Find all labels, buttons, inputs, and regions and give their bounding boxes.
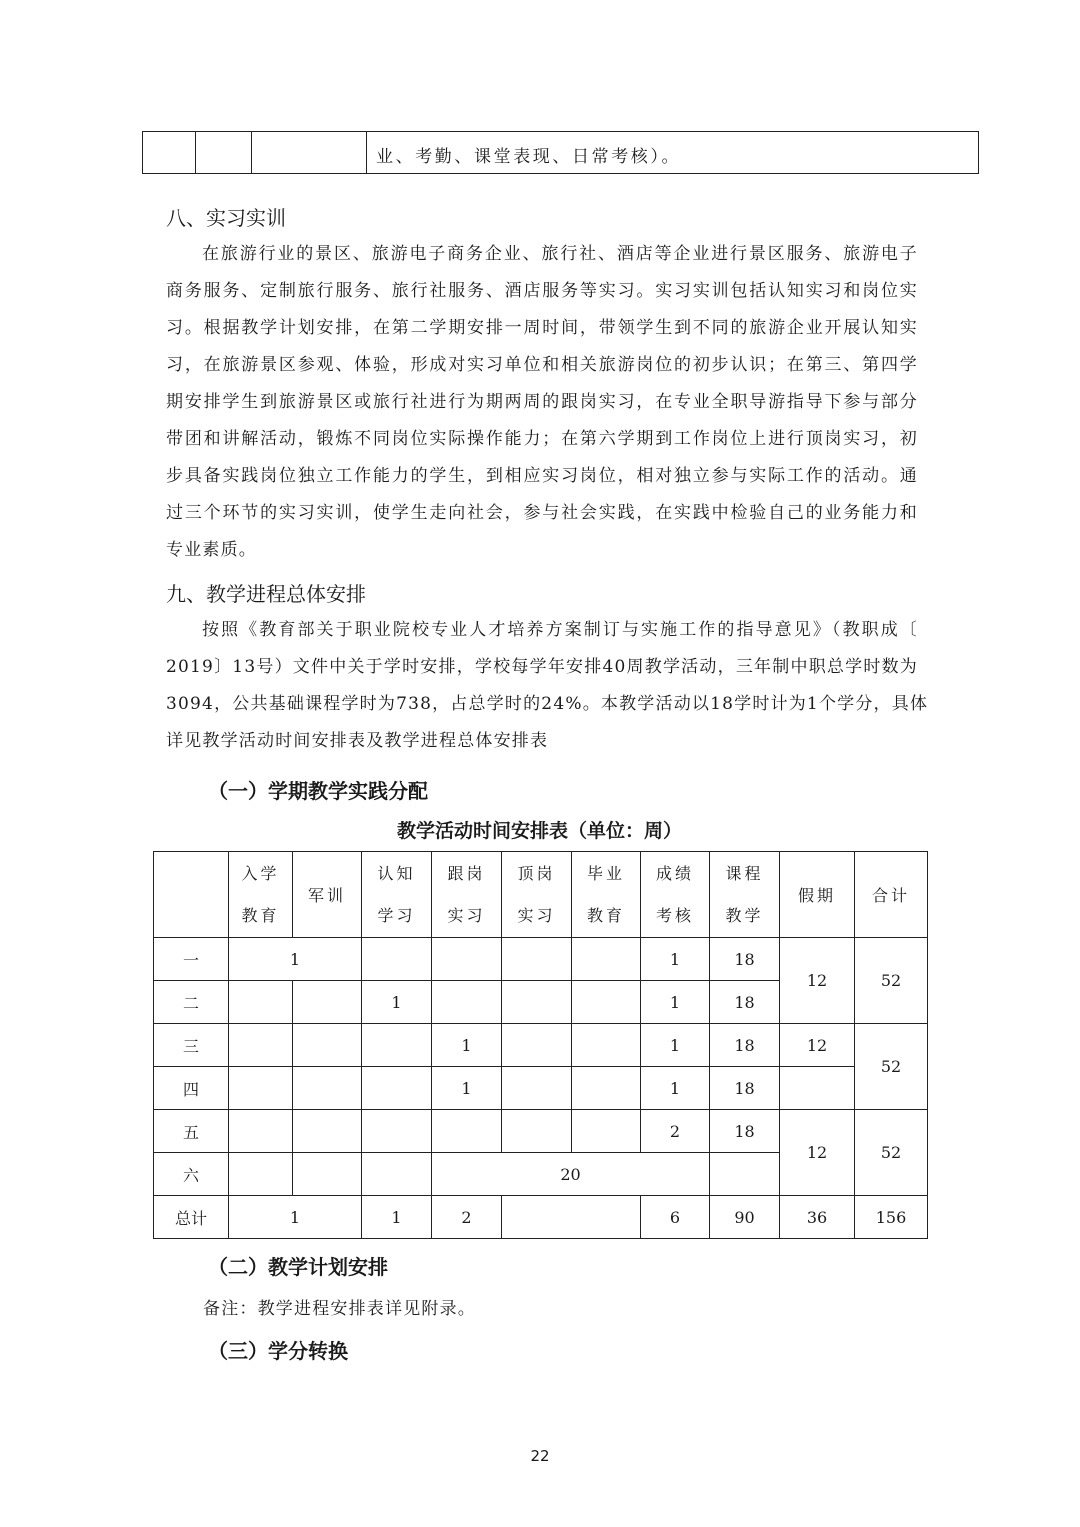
table-title: 教学活动时间安排表（单位：周） (396, 820, 682, 842)
table-cell: 1 (641, 981, 710, 1024)
table-cell: 1 (641, 1067, 710, 1110)
paragraph-line: 步具备实践岗位独立工作能力的学生，到相应实习岗位，相对独立参与实际工作的活动。通 (166, 466, 918, 486)
table-cell (293, 1110, 362, 1153)
table-cell (362, 938, 432, 981)
semester-label: 一 (154, 938, 229, 981)
paragraph-line: 按照《教育部关于职业院校专业人才培养方案制订与实施工作的指导意见》（教职成〔 (202, 620, 918, 640)
table-row (154, 938, 928, 981)
table-cell: 1 (641, 1024, 710, 1067)
table-cell (229, 981, 293, 1024)
table-cell: 36 (780, 1196, 855, 1239)
table-cell (196, 132, 252, 173)
table-cell: 12 (780, 1110, 855, 1196)
semester-label: 三 (154, 1024, 229, 1067)
section-heading-internship: 八、实习实训 (166, 206, 286, 230)
table-cell (362, 1067, 432, 1110)
table-cell (502, 981, 572, 1024)
paragraph-line: 过三个环节的实习实训，使学生走向社会，参与社会实践，在实践中检验自己的业务能力和 (166, 503, 918, 523)
paragraph-line: 带团和讲解活动，锻炼不同岗位实际操作能力；在第六学期到工作岗位上进行顶岗实习，初 (166, 429, 918, 449)
table-cell (229, 1110, 293, 1153)
table-cell: 1 (229, 1196, 362, 1239)
semester-label: 二 (154, 981, 229, 1024)
table-header-row (154, 852, 928, 938)
table-cell: 1 (229, 938, 362, 981)
table-cell (502, 1110, 572, 1153)
paragraph-line: 习，在旅游景区参观、体验，形成对实习单位和相关旅游岗位的初步认识；在第三、第四学 (166, 355, 918, 375)
schedule-table (153, 851, 928, 1239)
table-cell (229, 1153, 293, 1196)
table-cell: 18 (710, 981, 780, 1024)
header-cell: 跟岗 实习 (432, 852, 502, 938)
table-cell (710, 1153, 780, 1196)
table-cell (432, 938, 502, 981)
paragraph-line: 期安排学生到旅游景区或旅行社进行为期两周的跟岗实习，在专业全职导游指导下参与部分 (166, 392, 918, 412)
table-cell: 18 (710, 938, 780, 981)
section-heading-schedule: 九、教学进程总体安排 (166, 582, 366, 606)
subheading-teaching-plan: （二）教学计划安排 (208, 1255, 388, 1279)
table-cell (572, 1110, 641, 1153)
schedule-paragraph (166, 612, 929, 760)
table-cell (229, 1024, 293, 1067)
table-cell: 1 (432, 1024, 502, 1067)
table-cell (293, 981, 362, 1024)
table-cell: 18 (710, 1024, 780, 1067)
header-cell: 假期 (780, 852, 855, 938)
table-cell (502, 1024, 572, 1067)
header-cell: 课程 教学 (710, 852, 780, 938)
table-cell: 52 (855, 1024, 928, 1110)
total-label: 总计 (154, 1196, 229, 1239)
table-cell: 20 (432, 1153, 710, 1196)
table-cell (252, 132, 367, 173)
table-cell: 1 (362, 981, 432, 1024)
table-cell: 52 (855, 938, 928, 1024)
header-cell: 入学 教育 (229, 852, 293, 938)
corner-cell (154, 852, 229, 938)
table-cell (572, 981, 641, 1024)
table-total-row (154, 1196, 928, 1239)
continuation-cell-text: 业、考勤、课堂表现、日常考核）。 (376, 147, 682, 167)
header-cell: 顶岗 实习 (502, 852, 572, 938)
table-row (154, 1067, 928, 1110)
semester-label: 五 (154, 1110, 229, 1153)
table-cell (143, 132, 196, 173)
table-cell (432, 981, 502, 1024)
table-cell: 1 (432, 1067, 502, 1110)
table-cell (502, 938, 572, 981)
header-cell: 合计 (855, 852, 928, 938)
paragraph-line: 在旅游行业的景区、旅游电子商务企业、旅行社、酒店等企业进行景区服务、旅游电子 (202, 244, 918, 264)
table-cell: 1 (641, 938, 710, 981)
paragraph-line: 3094，公共基础课程学时为738，占总学时的24%。本教学活动以18学时计为1个学分，具体 (166, 694, 929, 714)
table-cell (362, 1024, 432, 1067)
table-cell: 1 (362, 1196, 432, 1239)
header-cell: 军训 (293, 852, 362, 938)
subheading-credit-conversion: （三）学分转换 (208, 1339, 348, 1363)
header-cell: 认知 学习 (362, 852, 432, 938)
table-cell (293, 1153, 362, 1196)
paragraph-line: 商务服务、定制旅行服务、旅行社服务、酒店服务等实习。实习实训包括认知实习和岗位实 (166, 281, 918, 301)
table-cell: 90 (710, 1196, 780, 1239)
table-cell: 2 (641, 1110, 710, 1153)
table-cell: 2 (432, 1196, 502, 1239)
note-text: 备注：教学进程安排表详见附录。 (203, 1299, 476, 1319)
table-cell: 12 (780, 938, 855, 1024)
table-cell (362, 1110, 432, 1153)
table-row (154, 1110, 928, 1153)
table-cell (432, 1110, 502, 1153)
table-cell (572, 1067, 641, 1110)
table-cell: 156 (855, 1196, 928, 1239)
table-row (154, 1024, 928, 1067)
table-cell (362, 1153, 432, 1196)
table-cell: 12 (780, 1024, 855, 1067)
table-cell: 6 (641, 1196, 710, 1239)
paragraph-line: 详见教学活动时间安排表及教学进程总体安排表 (166, 731, 549, 751)
semester-label: 四 (154, 1067, 229, 1110)
paragraph-line: 习。根据教学计划安排，在第二学期安排一周时间，带领学生到不同的旅游企业开展认知实 (166, 318, 918, 338)
page-number: 22 (530, 1447, 550, 1465)
paragraph-line: 专业素质。 (166, 540, 257, 560)
table-cell (293, 1024, 362, 1067)
table-cell (502, 1067, 572, 1110)
table-cell: 18 (710, 1110, 780, 1153)
header-cell: 毕业 教育 (572, 852, 641, 938)
table-cell: 52 (855, 1110, 928, 1196)
semester-label: 六 (154, 1153, 229, 1196)
table-cell: 18 (710, 1067, 780, 1110)
table-cell (572, 938, 641, 981)
subheading-semester-practice: （一）学期教学实践分配 (208, 779, 428, 803)
internship-paragraph (166, 236, 918, 569)
paragraph-line: 2019〕13号）文件中关于学时安排，学校每学年安排40周教学活动，三年制中职总学时数为 (166, 657, 918, 677)
table-cell (780, 1067, 855, 1110)
header-cell: 成绩 考核 (641, 852, 710, 938)
table-cell (572, 1024, 641, 1067)
table-cell (229, 1067, 293, 1110)
table-cell (502, 1196, 641, 1239)
table-cell (293, 1067, 362, 1110)
